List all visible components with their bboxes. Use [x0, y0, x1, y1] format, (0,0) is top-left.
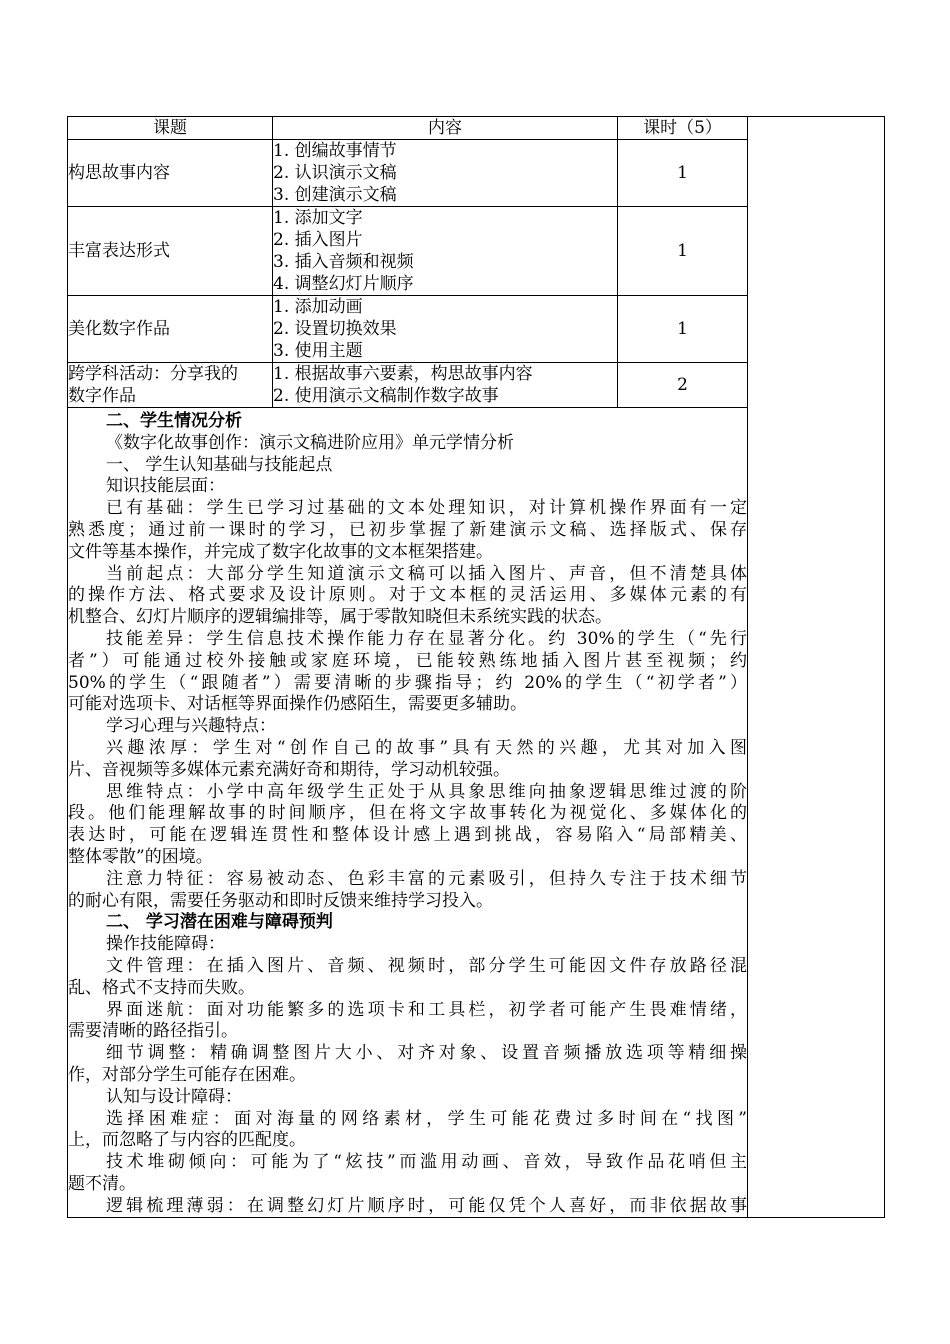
text-line: 知识技能层面： — [106, 476, 225, 497]
text-line: 兴趣浓厚：学生对“创作自己的故事”具有天然的兴趣，尤其对加入图 — [106, 737, 747, 758]
row-content — [273, 140, 618, 207]
content-item: 2. 使用演示文稿制作数字故事 — [273, 386, 499, 406]
text-line: 段。他们能理解故事的时间顺序，但在将文字故事转化为视觉化、多媒体化的 — [68, 803, 747, 824]
row-hours: 2 — [618, 363, 748, 408]
text-line: 文件管理：在插入图片、音频、视频时，部分学生可能因文件存放路径混 — [106, 955, 747, 976]
paragraph — [68, 738, 747, 782]
header-hours: 课时（5） — [618, 117, 748, 140]
text-line: 表达时，可能在逻辑连贯性和整体设计感上遇到挑战，容易陷入“局部精美、 — [68, 825, 747, 846]
text-line: 界面迷航：面对功能繁多的选项卡和工具栏，初学者可能产生畏难情绪， — [106, 999, 747, 1020]
text-line: 已有基础：学生已学习过基础的文本处理知识，对计算机操作界面有一定 — [106, 498, 747, 519]
text-line: 熟悉度；通过前一课时的学习，已初步掌握了新建演示文稿、选择版式、保存 — [68, 519, 747, 540]
content-item: 3. 插入音频和视频 — [273, 252, 414, 272]
text-line: 《数字化故事创作：演示文稿进阶应用》单元学情分析 — [106, 432, 514, 453]
content-item: 2. 插入图片 — [273, 230, 363, 250]
content-item: 1. 添加动画 — [273, 297, 363, 317]
paragraph — [68, 1196, 747, 1218]
row-content — [273, 207, 618, 296]
row-hours: 1 — [618, 207, 748, 296]
paragraph — [68, 476, 747, 498]
text-line: 选择困难症：面对海量的网络素材，学生可能花费过多时间在“找图” — [106, 1108, 747, 1129]
text-line: 可能对选项卡、对话框等界面操作仍感陌生，需要更多辅助。 — [68, 694, 527, 715]
text-line: 思维特点：小学中高年级学生正处于从具象思维向抽象逻辑思维过渡的阶 — [106, 781, 747, 802]
header-topic: 课题 — [68, 117, 273, 140]
row-hours: 1 — [618, 140, 748, 207]
text-line: 整体零散”的困境。 — [68, 846, 213, 867]
text-line: 机整合、幻灯片顺序的逻辑编排等，属于零散知晓但未系统实践的状态。 — [68, 607, 612, 628]
content-item: 3. 使用主题 — [273, 341, 363, 361]
text-line: 二、学生情况分析 — [106, 411, 242, 431]
paragraph — [68, 782, 747, 869]
side-column — [748, 117, 885, 1218]
row-hours: 1 — [618, 296, 748, 363]
row-content — [273, 296, 618, 363]
paragraph — [68, 455, 747, 477]
text-line: 二、 学习潜在困难与障碍预判 — [106, 912, 333, 933]
student-analysis-section — [68, 408, 748, 1218]
paragraph — [68, 1000, 747, 1044]
content-item: 2. 认识演示文稿 — [273, 163, 397, 183]
paragraph — [68, 629, 747, 716]
text-line: 片、音视频等多媒体元素充满好奇和期待，学习动机较强。 — [68, 759, 510, 780]
text-line: 者”）可能通过校外接触或家庭环境，已能较熟练地插入图片甚至视频；约 — [68, 650, 747, 671]
row-topic: 跨学科活动：分享我的数字作品 — [68, 363, 273, 408]
row-topic: 构思故事内容 — [68, 140, 273, 207]
text-line: 题不清。 — [68, 1173, 136, 1194]
text-line: 学习心理与兴趣特点： — [106, 716, 276, 737]
content-item: 2. 设置切换效果 — [273, 319, 397, 339]
paragraph — [68, 498, 747, 563]
paragraph — [68, 716, 747, 738]
row-topic: 美化数字作品 — [68, 296, 273, 363]
paragraph — [68, 956, 747, 1000]
content-item: 3. 创建演示文稿 — [273, 185, 397, 205]
text-line: 需要清晰的路径指引。 — [68, 1021, 238, 1042]
header-content: 内容 — [273, 117, 618, 140]
text-line: 上，而忽略了与内容的匹配度。 — [68, 1130, 306, 1151]
text-line: 乱、格式不支持而失败。 — [68, 977, 255, 998]
row-content — [273, 363, 618, 408]
paragraph — [68, 869, 747, 913]
paragraph — [68, 1152, 747, 1196]
paragraph — [68, 433, 747, 455]
paragraph — [68, 1043, 747, 1087]
text-line: 50%的学生（“跟随者”）需要清晰的步骤指导；约 20%的学生（“初学者”） — [68, 672, 747, 693]
paragraph — [68, 1087, 747, 1109]
content-item: 4. 调整幻灯片顺序 — [273, 274, 414, 294]
course-table — [67, 116, 885, 1218]
text-line: 认知与设计障碍： — [106, 1086, 242, 1107]
text-line: 的耐心有限，需要任务驱动和即时反馈来维持学习投入。 — [68, 890, 493, 911]
text-line: 技能差异：学生信息技术操作能力存在显著分化。约 30%的学生（“先行 — [106, 628, 747, 649]
row-topic: 丰富表达形式 — [68, 207, 273, 296]
content-item: 1. 创编故事情节 — [273, 141, 397, 161]
text-line: 当前起点：大部分学生知道演示文稿可以插入图片、声音，但不清楚具体 — [106, 563, 747, 584]
text-line: 技术堆砌倾向：可能为了“炫技”而滥用动画、音效，导致作品花哨但主 — [106, 1152, 747, 1173]
text-line: 的操作方法、格式要求及设计原则。对于文本框的灵活运用、多媒体元素的有 — [68, 585, 747, 606]
text-line: 一、 学生认知基础与技能起点 — [106, 454, 333, 475]
content-item: 1. 根据故事六要素，构思故事内容 — [273, 364, 533, 384]
content-item: 1. 添加文字 — [273, 208, 363, 228]
section-heading — [68, 411, 747, 433]
paragraph — [68, 1109, 747, 1153]
text-line: 逻辑梳理薄弱：在调整幻灯片顺序时，可能仅凭个人喜好，而非依据故事 — [106, 1195, 747, 1216]
text-line: 操作技能障碍： — [106, 934, 225, 955]
text-line: 文件等基本操作，并完成了数字化故事的文本框架搭建。 — [68, 541, 493, 562]
paragraph — [68, 934, 747, 956]
paragraph — [68, 564, 747, 629]
text-line: 注意力特征：容易被动态、色彩丰富的元素吸引，但持久专注于技术细节 — [106, 868, 747, 889]
text-line: 细节调整：精确调整图片大小、对齐对象、设置音频播放选项等精细操 — [106, 1043, 747, 1064]
text-line: 作，对部分学生可能存在困难。 — [68, 1064, 306, 1085]
section-heading — [68, 912, 747, 934]
